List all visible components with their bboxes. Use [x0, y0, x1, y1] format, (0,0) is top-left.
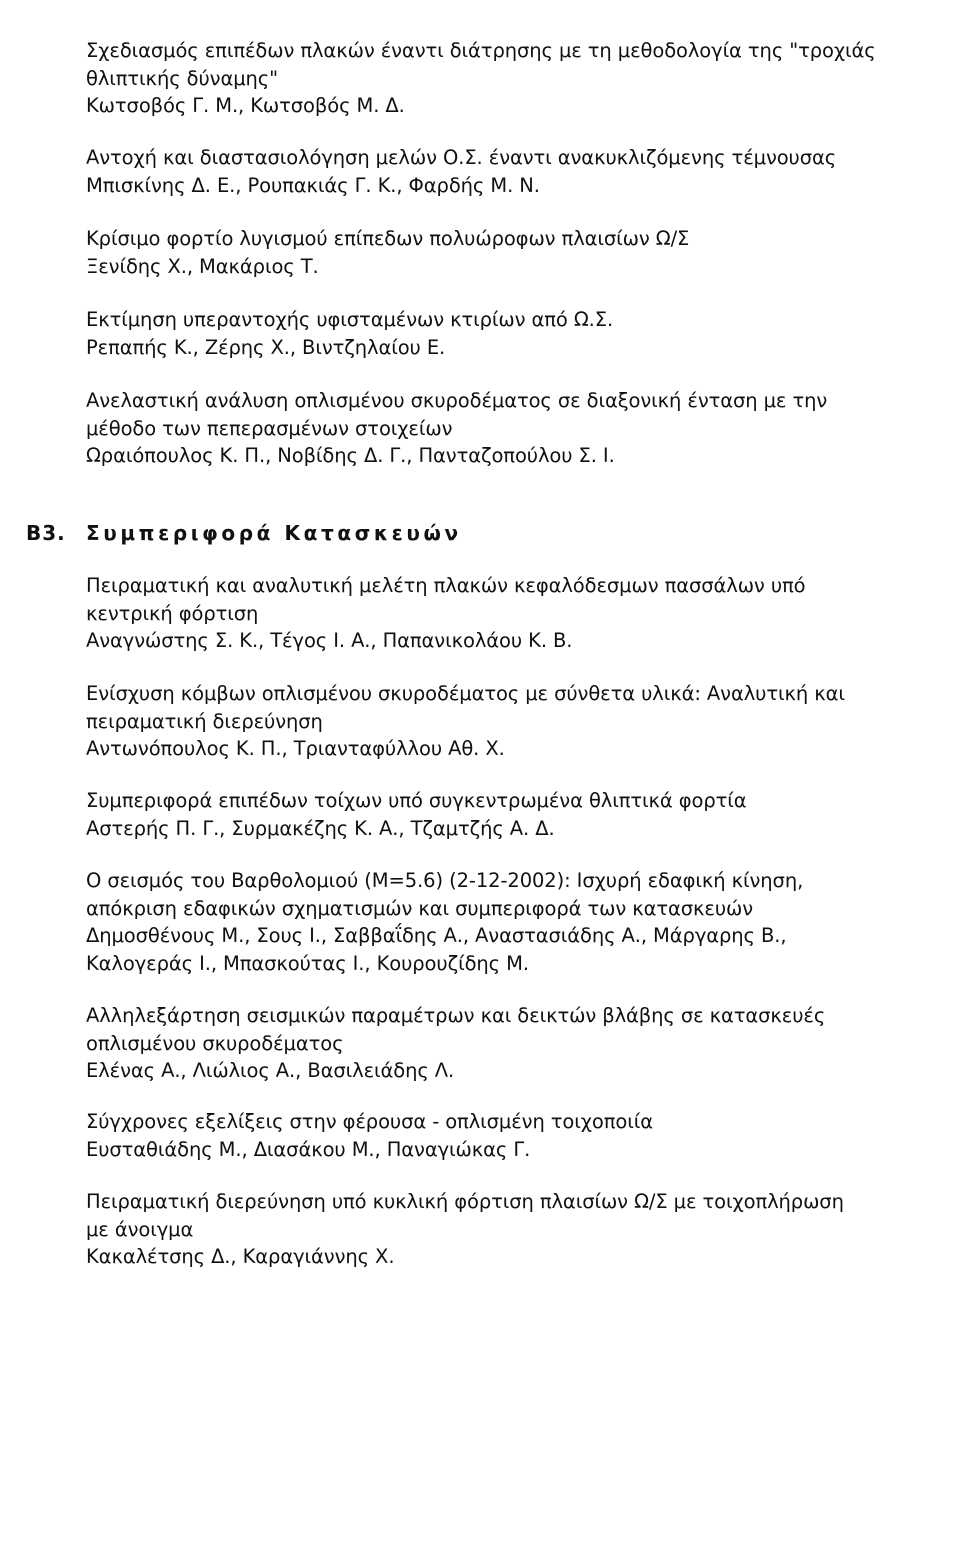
- section-title: Συμπεριφορά Κατασκευών: [86, 521, 462, 545]
- paper-title-line: Κρίσιμο φορτίο λυγισμού επίπεδων πολυώροφων πλαισίων Ω/Σ: [86, 227, 690, 250]
- section-number: Β3.: [26, 521, 66, 545]
- paper-title-line: Συμπεριφορά επιπέδων τοίχων υπό συγκεντρωμένα θλιπτικά φορτία: [86, 789, 747, 812]
- paper-authors-line: Αστερής Π. Γ., Συρμακέζης Κ. Α., Τζαμτζής Α. Δ.: [86, 816, 555, 840]
- paper-entry: [86, 306, 936, 361]
- paper-title-line: Αλληλεξάρτηση σεισμικών παραμέτρων και δεικτών βλάβης σε κατασκευές: [86, 1004, 826, 1027]
- paper-entry: [86, 572, 936, 655]
- paper-authors-line: Ρεπαπής Κ., Ζέρης Χ., Βιντζηλαίου Ε.: [86, 335, 446, 359]
- paper-title-line: πειραματική διερεύνηση: [86, 709, 323, 733]
- paper-title-line: θλιπτικής δύναμης": [86, 66, 278, 90]
- paper-title-line: Πειραματική και αναλυτική μελέτη πλακών κεφαλόδεσμων πασσάλων υπό: [86, 574, 806, 597]
- paper-title-line: Σχεδιασμός επιπέδων πλακών έναντι διάτρησης με τη μεθοδολογία της "τροχιάς: [86, 39, 876, 62]
- paper-title-line: Σύγχρονες εξελίξεις στην φέρουσα - οπλισμένη τοιχοποιία: [86, 1110, 653, 1133]
- paper-title-line: οπλισμένου σκυροδέματος: [86, 1031, 344, 1055]
- paper-authors-line: Καλογεράς Ι., Μπασκούτας Ι., Κουρουζίδης Μ.: [86, 951, 529, 975]
- paper-authors-line: Ελένας Α., Λιώλιος Α., Βασιλειάδης Λ.: [86, 1059, 455, 1082]
- paper-title-line: κεντρική φόρτιση: [86, 601, 259, 625]
- paper-title-line: Ο σεισμός του Βαρθολομιού (Μ=5.6) (2-12-2002): Ισχυρή εδαφική κίνηση,: [86, 869, 804, 892]
- paper-authors-line: Κακαλέτσης Δ., Καραγιάννης Χ.: [86, 1245, 395, 1268]
- paper-entry: [86, 867, 936, 977]
- paper-authors-line: Δημοσθένους Μ., Σους Ι., Σαββαΐδης Α., Αναστασιάδης Α., Μάργαρης Β.,: [86, 924, 787, 947]
- paper-entry: [86, 144, 936, 199]
- paper-authors-line: Μπισκίνης Δ. Ε., Ρουπακιάς Γ. Κ., Φαρδής Μ. Ν.: [86, 173, 540, 197]
- paper-title-line: μέθοδο των πεπερασμένων στοιχείων: [86, 416, 453, 440]
- paper-title-line: με άνοιγμα: [86, 1217, 194, 1241]
- paper-title-line: Αντοχή και διαστασιολόγηση μελών Ο.Σ. έναντι ανακυκλιζόμενης τέμνουσας: [86, 146, 837, 169]
- paper-entry: [86, 1002, 936, 1085]
- paper-authors-line: Ξενίδης Χ., Μακάριος Τ.: [86, 254, 319, 278]
- paper-title-line: Ενίσχυση κόμβων οπλισμένου σκυροδέματος με σύνθετα υλικά: Αναλυτική και: [86, 682, 845, 705]
- paper-title-line: Πειραματική διερεύνηση υπό κυκλική φόρτιση πλαισίων Ω/Σ με τοιχοπλήρωση: [86, 1190, 844, 1213]
- paper-entry: [86, 1188, 936, 1271]
- paper-entry: [86, 37, 936, 120]
- paper-entry: [86, 1108, 936, 1163]
- paper-authors-line: Ωραιόπουλος Κ. Π., Νοβίδης Δ. Γ., Πανταζοπούλου Σ. Ι.: [86, 444, 615, 467]
- paper-entry: [86, 387, 936, 470]
- paper-authors-line: Ευσταθιάδης Μ., Διασάκου Μ., Παναγιώκας Γ.: [86, 1137, 531, 1161]
- paper-entry: [86, 680, 936, 763]
- paper-authors-line: Κωτσοβός Γ. Μ., Κωτσοβός Μ. Δ.: [86, 94, 405, 117]
- paper-entry: [86, 225, 936, 280]
- paper-authors-line: Αναγνώστης Σ. Κ., Τέγος Ι. Α., Παπανικολάου Κ. Β.: [86, 629, 573, 652]
- paper-title-line: Ανελαστική ανάλυση οπλισμένου σκυροδέματος σε διαξονική ένταση με την: [86, 389, 828, 412]
- paper-title-line: Εκτίμηση υπεραντοχής υφισταμένων κτιρίων από Ω.Σ.: [86, 308, 614, 331]
- paper-entry: [86, 787, 936, 842]
- paper-title-line: απόκριση εδαφικών σχηματισμών και συμπεριφορά των κατασκευών: [86, 896, 754, 920]
- paper-authors-line: Αντωνόπουλος Κ. Π., Τριανταφύλλου Αθ. Χ.: [86, 737, 505, 760]
